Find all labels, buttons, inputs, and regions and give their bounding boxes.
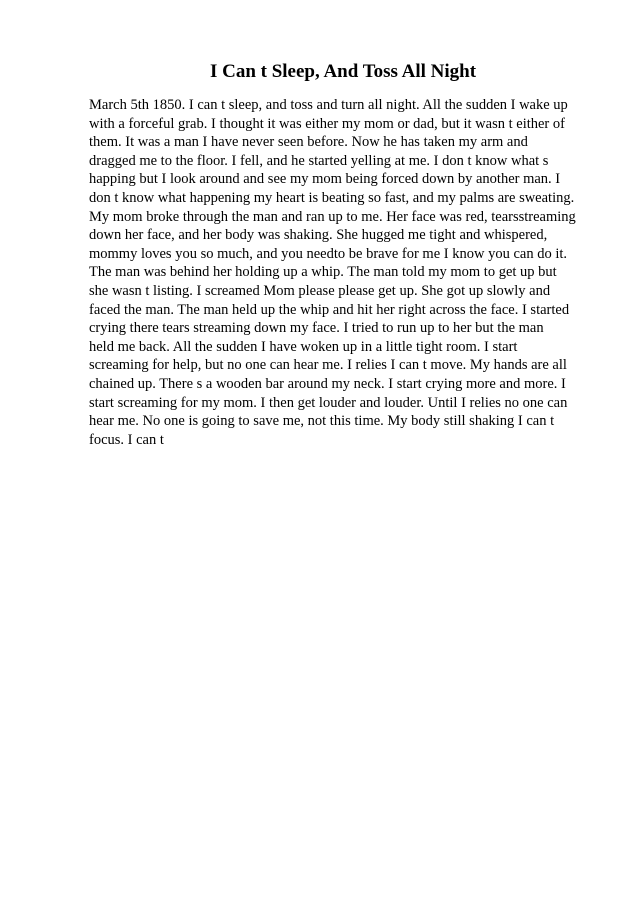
body-line: happing but I look around and see my mom being forced down by another man. I <box>89 171 561 188</box>
body-line: don t know what happening my heart is beating so fast, and my palms are sweating. <box>89 189 575 206</box>
body-line: dragged me to the floor. I fell, and he started yelling at me. I don t know what s <box>89 152 549 169</box>
body-line: chained up. There s a wooden bar around my neck. I start crying more and more. I <box>89 375 566 392</box>
body-line: them. It was a man I have never seen before. Now he has taken my arm and <box>89 134 528 151</box>
document-body <box>89 96 589 449</box>
body-line: held me back. All the sudden I have woken up in a little tight room. I start <box>89 338 518 355</box>
body-line: she wasn t listing. I screamed Mom please please get up. She got up slowly and <box>89 282 551 299</box>
body-line: March 5th 1850. I can t sleep, and toss and turn all night. All the sudden I wake up <box>89 97 568 113</box>
body-line: with a forceful grab. I thought it was either my mom or dad, but it wasn t either of <box>89 115 565 132</box>
document-title: I Can t Sleep, And Toss All Night <box>209 61 477 82</box>
body-line: hear me. No one is going to save me, not this time. My body still shaking I can t <box>89 413 555 430</box>
body-line: The man was behind her holding up a whip. The man told my mom to get up but <box>89 264 557 281</box>
body-line: My mom broke through the man and ran up to me. Her face was red, tearsstreaming <box>89 208 576 225</box>
body-line: faced the man. The man held up the whip and hit her right across the face. I started <box>89 301 570 318</box>
body-line: crying there tears streaming down my face. I tried to run up to her but the man <box>89 320 544 337</box>
body-line: down her face, and her body was shaking. She hugged me tight and whispered, <box>89 227 548 244</box>
body-line: start screaming for my mom. I then get louder and louder. Until I relies no one can <box>89 394 568 411</box>
body-line: screaming for help, but no one can hear me. I relies I can t move. My hands are all <box>89 357 567 374</box>
body-line: focus. I can t <box>89 431 164 448</box>
body-line: mommy loves you so much, and you needto be brave for me I know you can do it. <box>89 245 567 262</box>
